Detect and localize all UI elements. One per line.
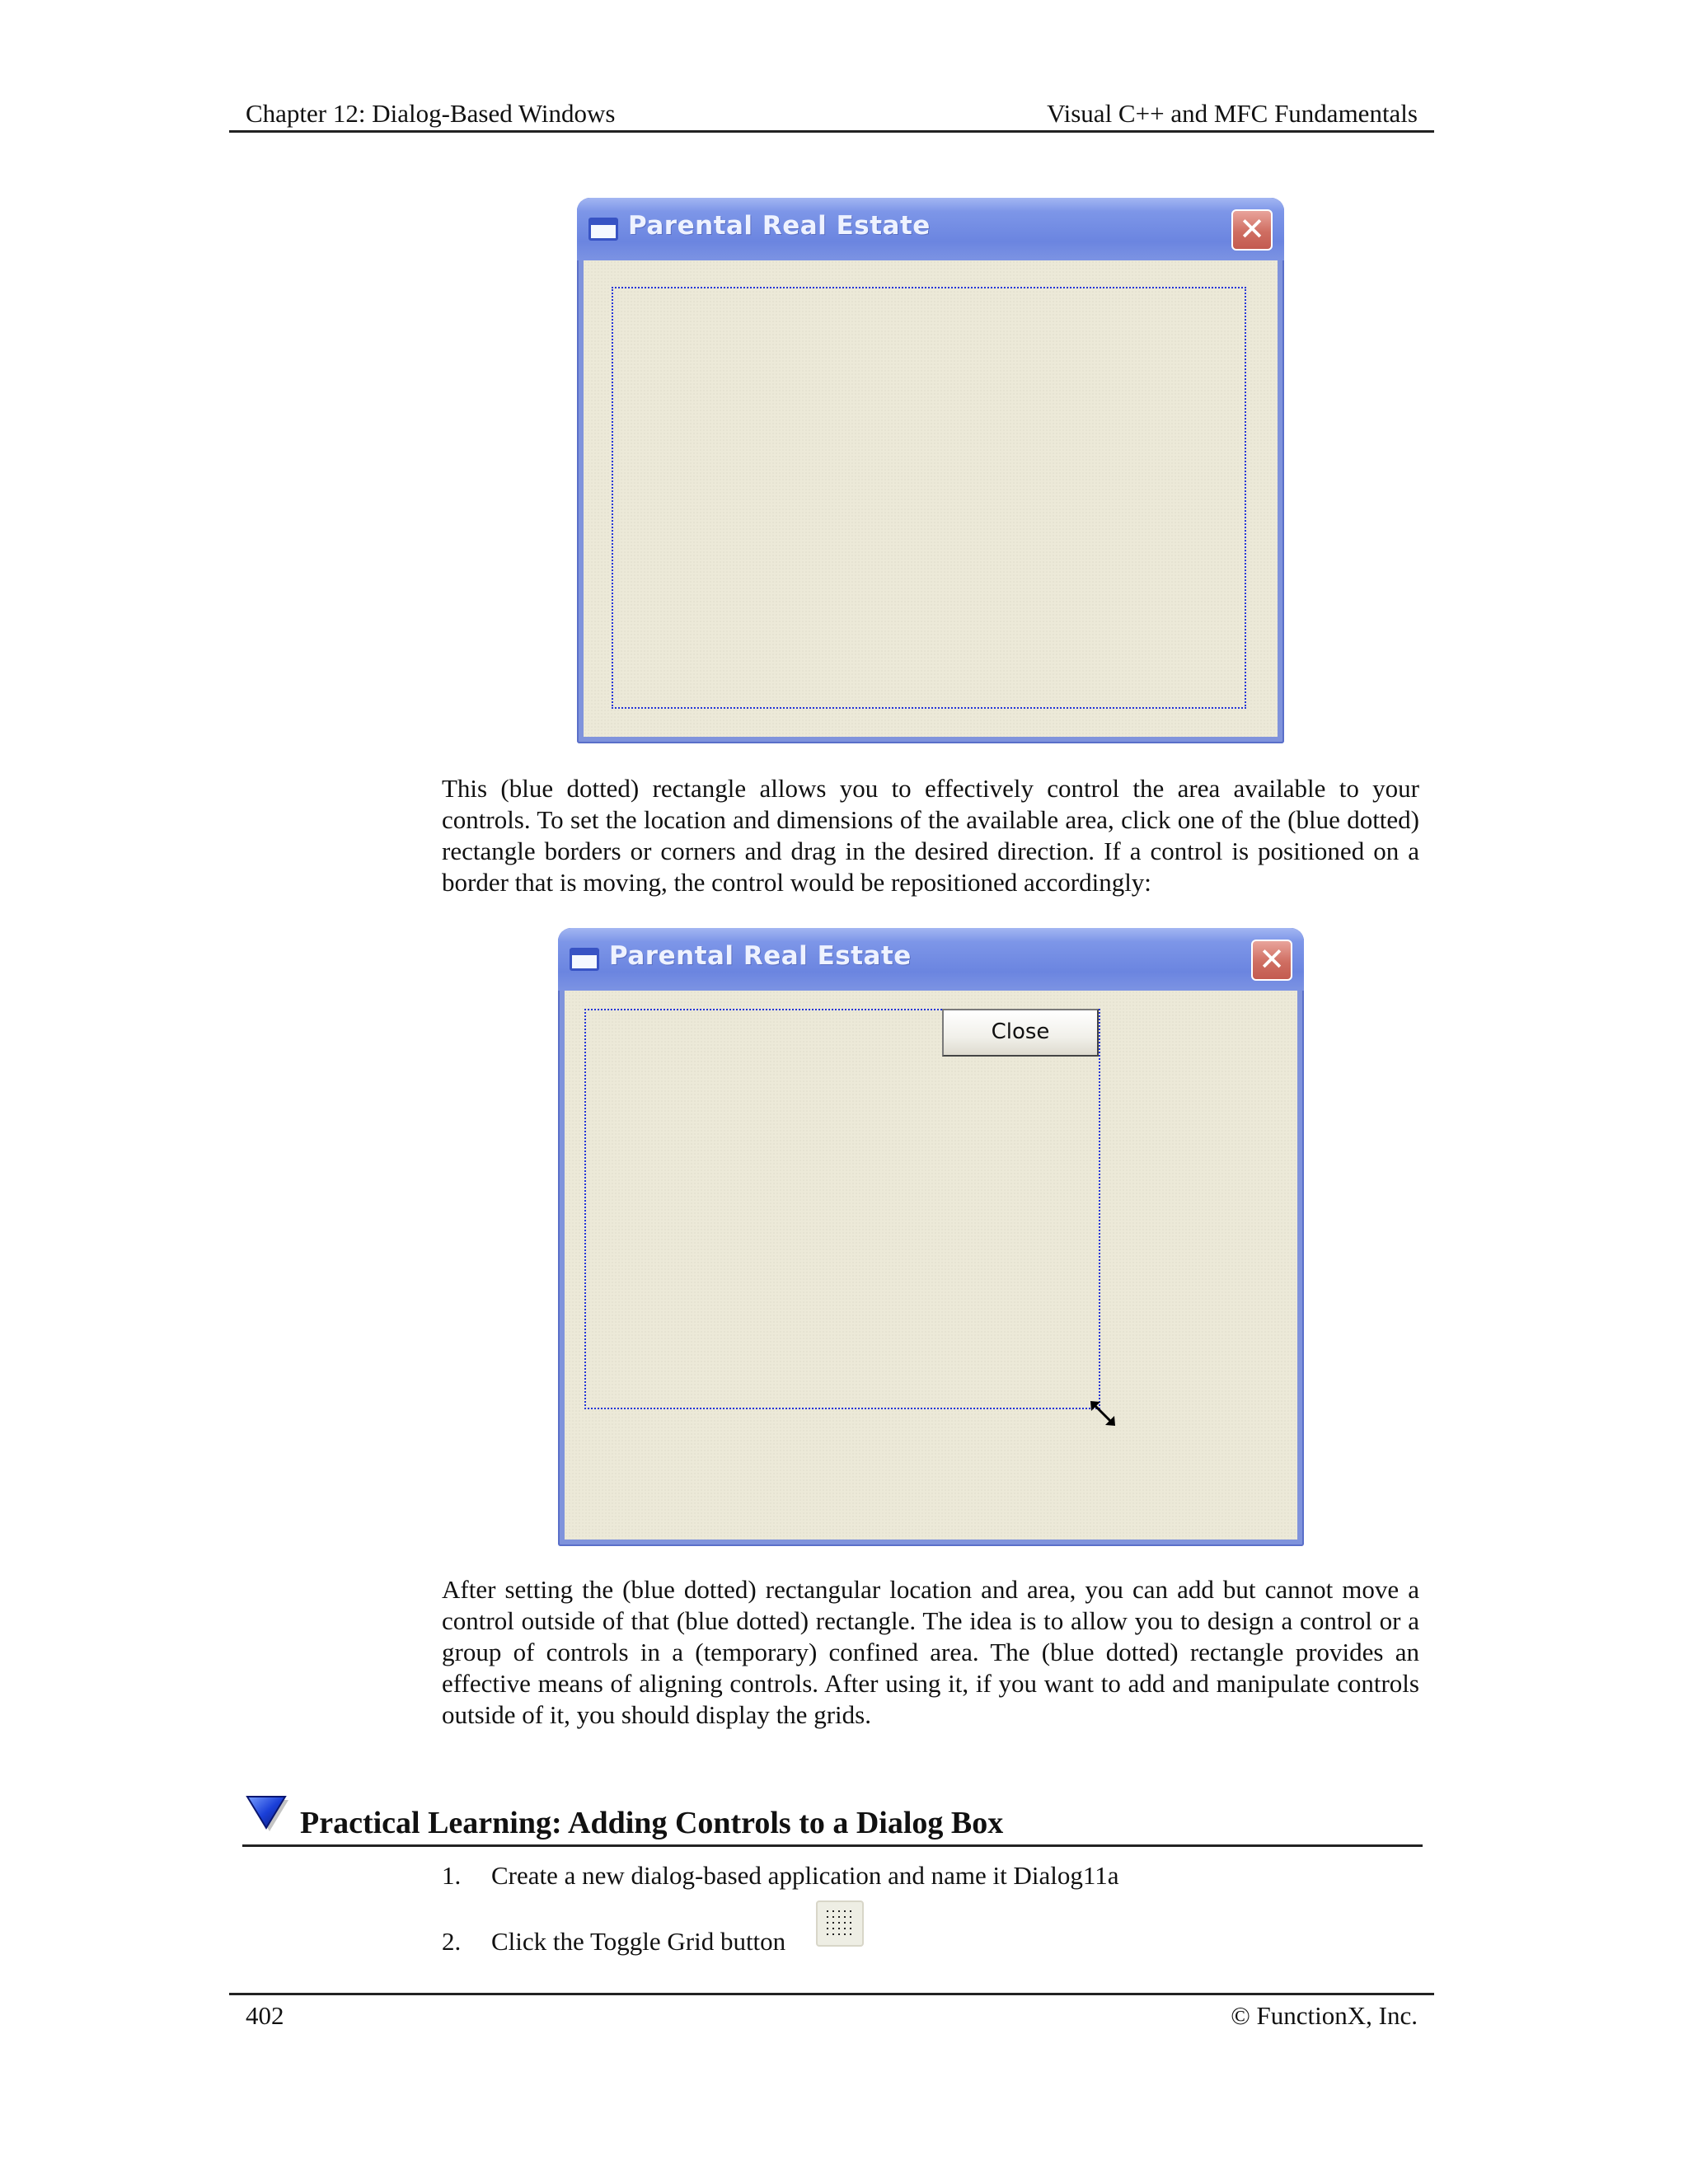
section-rule: [242, 1844, 1423, 1847]
dialog-client-area: [584, 260, 1278, 737]
guide-rectangle[interactable]: [612, 287, 1246, 709]
dialog-client-area: [565, 991, 1297, 1540]
dialog-window-2: [558, 928, 1304, 1546]
header-rule: [229, 130, 1434, 133]
running-header-book-title: Visual C++ and MFC Fundamentals: [1047, 99, 1418, 128]
triangle-down-icon: [246, 1793, 288, 1831]
section-heading: Practical Learning: Adding Controls to a Dialog Box: [300, 1806, 1004, 1840]
toggle-grid-button[interactable]: [816, 1900, 864, 1947]
window-app-icon: [588, 218, 618, 241]
guide-rectangle[interactable]: [584, 1009, 1100, 1409]
paragraph-guide-rectangle: This (blue dotted) rectangle allows you to effectively control the area available to your controls. To set the location and dimensions of the available area, click one of the (blue dotted) rectangle borders or corners and drag in the desired direction. If a control is positioned on a border that is moving, the control would be repositioned accordingly:: [442, 774, 1419, 897]
footer-copyright: © FunctionX, Inc.: [1231, 2001, 1418, 2030]
resize-cursor-icon: [1089, 1399, 1117, 1427]
step-number: 2.: [442, 1927, 462, 1956]
step-text: Create a new dialog-based application and name it Dialog11a: [491, 1861, 1119, 1890]
window-app-icon: [570, 948, 599, 971]
step-text: Click the Toggle Grid button: [491, 1927, 786, 1956]
step-number: 1.: [442, 1861, 462, 1890]
dialog-title: Parental Real Estate: [609, 941, 912, 971]
page-number: 402: [246, 2001, 284, 2030]
footer-rule: [229, 1993, 1434, 1995]
paragraph-guide-usage: After setting the (blue dotted) rectangular location and area, you can add but cannot move a control outside of that (blue dotted) rectangle. The idea is to allow you to design a control or a group of controls in a (temporary) confined area. The (blue dotted) rectangle provides an effective means of aligning controls. After using it, if you want to add and manipulate controls outside of it, you should display the grids.: [442, 1575, 1419, 1729]
close-button[interactable]: Close: [942, 1009, 1099, 1057]
running-header-chapter: Chapter 12: Dialog-Based Windows: [246, 99, 616, 128]
grid-icon: [825, 1909, 856, 1940]
dialog-window-1: [577, 198, 1284, 743]
dialog-title-bar: [577, 198, 1284, 260]
dialog-title: Parental Real Estate: [628, 211, 931, 241]
window-close-icon[interactable]: ✕: [1251, 940, 1292, 981]
window-close-icon[interactable]: ✕: [1231, 209, 1273, 251]
dialog-title-bar: [558, 928, 1304, 991]
